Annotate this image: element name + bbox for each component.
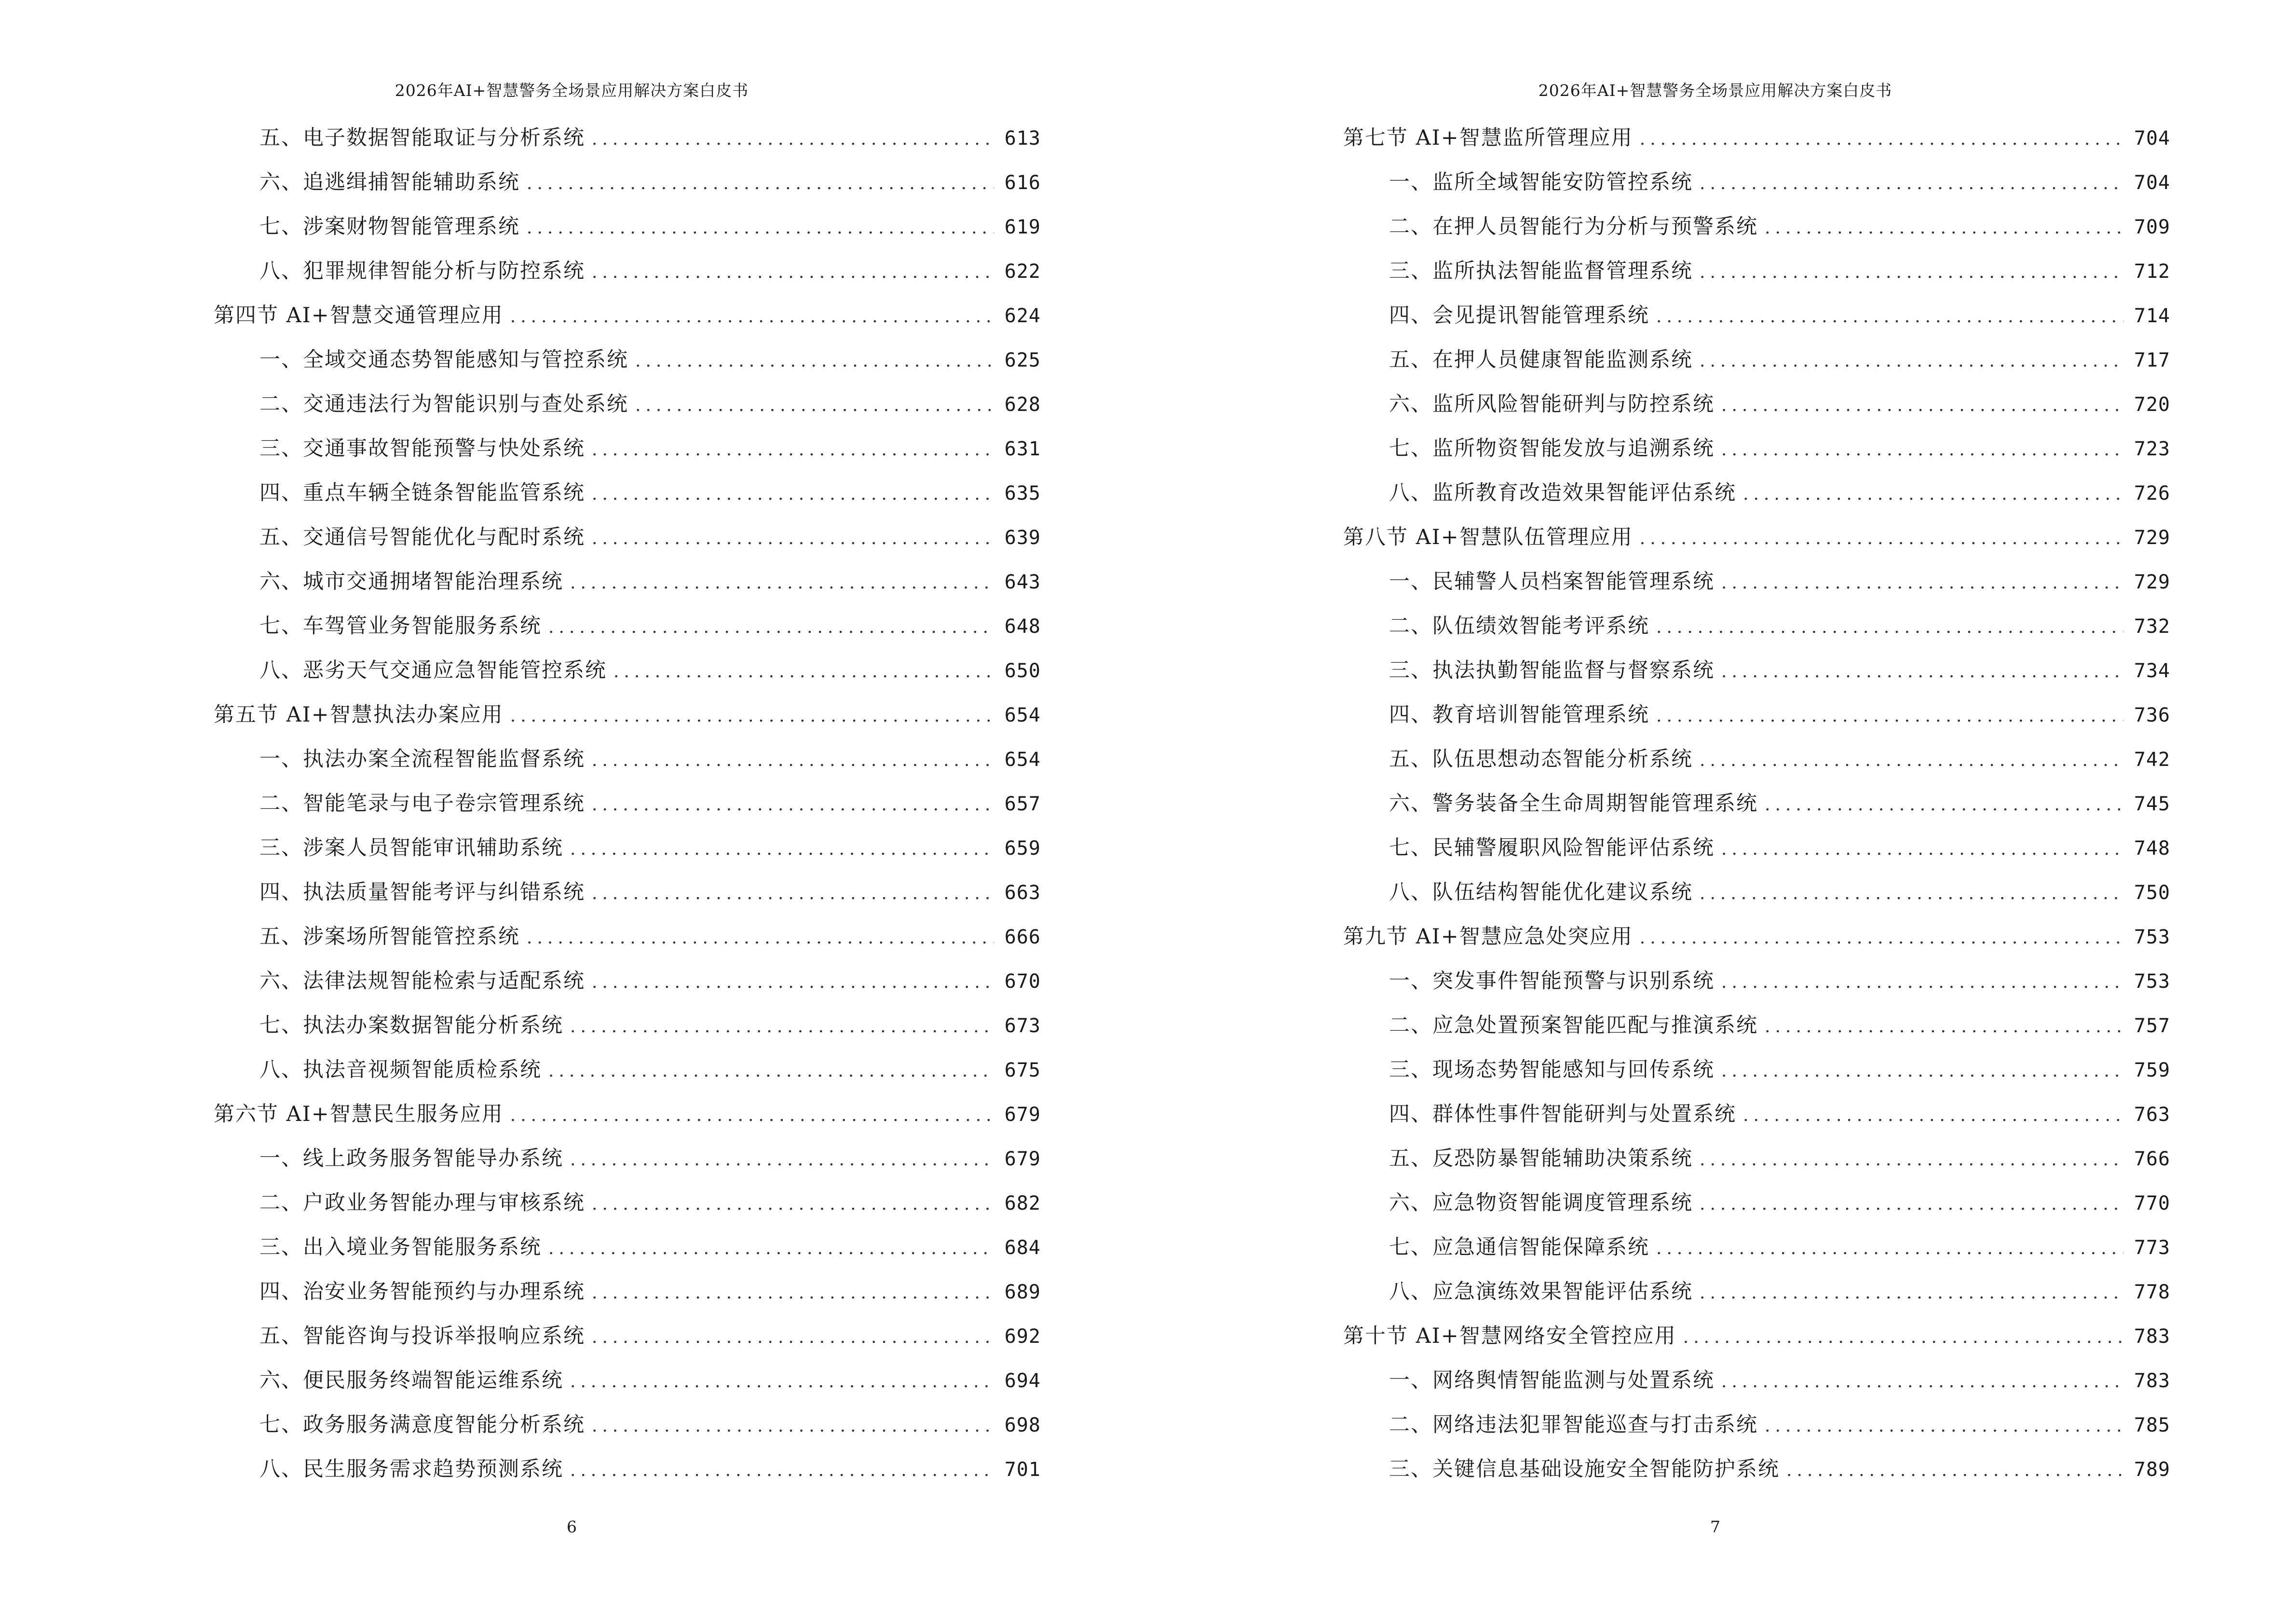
toc-entry-page-number: 643 bbox=[1004, 571, 1041, 593]
toc-dot-leader bbox=[548, 1057, 994, 1086]
toc-entry-page-number: 785 bbox=[2134, 1414, 2170, 1436]
toc-subsection-entry[interactable] bbox=[214, 1274, 1041, 1319]
toc-entry-page-number: 689 bbox=[1004, 1281, 1041, 1303]
toc-dot-leader bbox=[570, 1012, 994, 1041]
toc-entry-title: 八、应急演练效果智能评估系统 bbox=[1389, 1280, 1693, 1304]
toc-entry-title: 第八节 AI+智慧队伍管理应用 bbox=[1343, 525, 1633, 549]
toc-entry-page-number: 631 bbox=[1004, 438, 1041, 460]
toc-entry-page-number: 682 bbox=[1004, 1192, 1041, 1215]
toc-dot-leader bbox=[570, 835, 994, 864]
toc-subsection-entry[interactable] bbox=[214, 1452, 1041, 1496]
toc-entry-page-number: 679 bbox=[1004, 1104, 1041, 1126]
toc-dot-leader bbox=[1656, 1234, 2124, 1263]
toc-entry-title: 三、交通事故智能预警与快处系统 bbox=[259, 437, 585, 461]
toc-entry-title: 三、涉案人员智能审讯辅助系统 bbox=[259, 836, 563, 860]
toc-dot-leader bbox=[1765, 214, 2124, 243]
toc-subsection-entry[interactable] bbox=[214, 387, 1041, 431]
toc-entry-page-number: 622 bbox=[1004, 260, 1041, 283]
toc-dot-leader bbox=[1640, 524, 2124, 553]
toc-section-entry[interactable] bbox=[1343, 520, 2170, 564]
toc-dot-leader bbox=[1656, 702, 2124, 731]
toc-section-entry[interactable] bbox=[1343, 121, 2170, 165]
toc-dot-leader bbox=[1721, 1367, 2124, 1396]
toc-entry-page-number: 732 bbox=[2134, 615, 2170, 638]
toc-entry-title: 四、重点车辆全链条智能监管系统 bbox=[259, 481, 585, 505]
toc-subsection-entry[interactable] bbox=[1343, 254, 2170, 298]
toc-dot-leader bbox=[527, 214, 994, 243]
toc-entry-page-number: 639 bbox=[1004, 527, 1041, 549]
toc-entry-page-number: 704 bbox=[2134, 172, 2170, 194]
toc-subsection-entry[interactable] bbox=[214, 254, 1041, 298]
toc-dot-leader bbox=[592, 968, 994, 997]
toc-subsection-entry[interactable] bbox=[214, 165, 1041, 209]
toc-dot-leader bbox=[1700, 169, 2124, 198]
toc-entry-page-number: 789 bbox=[2134, 1459, 2170, 1481]
toc-entry-page-number: 712 bbox=[2134, 260, 2170, 283]
toc-subsection-entry[interactable] bbox=[214, 1407, 1041, 1452]
toc-entry-title: 八、队伍结构智能优化建议系统 bbox=[1389, 880, 1693, 904]
toc-entry-title: 七、应急通信智能保障系统 bbox=[1389, 1235, 1649, 1259]
toc-dot-leader bbox=[1700, 1279, 2124, 1308]
toc-entry-page-number: 745 bbox=[2134, 793, 2170, 815]
toc-dot-leader bbox=[1656, 613, 2124, 642]
toc-entry-page-number: 778 bbox=[2134, 1281, 2170, 1303]
toc-entry-title: 一、突发事件智能预警与识别系统 bbox=[1389, 969, 1715, 993]
toc-dot-leader bbox=[592, 879, 994, 908]
toc-subsection-entry[interactable] bbox=[214, 742, 1041, 786]
toc-entry-title: 二、智能笔录与电子卷宗管理系统 bbox=[259, 792, 585, 816]
toc-dot-leader bbox=[1700, 1190, 2124, 1219]
toc-list bbox=[214, 121, 1041, 1496]
toc-dot-leader bbox=[1765, 791, 2124, 819]
toc-subsection-entry[interactable] bbox=[1343, 786, 2170, 831]
toc-entry-page-number: 720 bbox=[2134, 394, 2170, 416]
toc-entry-title: 五、在押人员健康智能监测系统 bbox=[1389, 348, 1693, 372]
right-page bbox=[1144, 0, 2287, 1624]
toc-dot-leader bbox=[613, 657, 994, 686]
toc-dot-leader bbox=[592, 1412, 994, 1441]
toc-entry-title: 第十节 AI+智慧网络安全管控应用 bbox=[1343, 1324, 1676, 1348]
toc-entry-page-number: 742 bbox=[2134, 749, 2170, 771]
toc-section-entry[interactable] bbox=[1343, 1319, 2170, 1363]
toc-entry-page-number: 773 bbox=[2134, 1237, 2170, 1259]
toc-dot-leader bbox=[548, 1234, 994, 1263]
toc-subsection-entry[interactable] bbox=[1343, 875, 2170, 919]
toc-entry-title: 四、群体性事件智能研判与处置系统 bbox=[1389, 1102, 1736, 1126]
toc-dot-leader bbox=[635, 391, 994, 420]
toc-subsection-entry[interactable] bbox=[214, 786, 1041, 831]
toc-subsection-entry[interactable] bbox=[214, 121, 1041, 165]
toc-entry-title: 一、监所全域智能安防管控系统 bbox=[1389, 170, 1693, 194]
toc-subsection-entry[interactable] bbox=[214, 564, 1041, 609]
toc-entry-title: 三、监所执法智能监督管理系统 bbox=[1389, 259, 1693, 283]
toc-subsection-entry[interactable] bbox=[214, 209, 1041, 254]
toc-entry-title: 六、监所风险智能研判与防控系统 bbox=[1389, 392, 1715, 416]
toc-entry-title: 二、户政业务智能办理与审核系统 bbox=[259, 1191, 585, 1215]
toc-entry-title: 四、治安业务智能预约与办理系统 bbox=[259, 1280, 585, 1304]
toc-entry-page-number: 753 bbox=[2134, 970, 2170, 993]
toc-dot-leader bbox=[592, 480, 994, 509]
toc-entry-title: 一、线上政务服务智能导办系统 bbox=[259, 1146, 563, 1171]
page-number: 7 bbox=[1710, 1517, 1720, 1536]
toc-subsection-entry[interactable] bbox=[214, 1052, 1041, 1097]
toc-dot-leader bbox=[1700, 879, 2124, 908]
toc-entry-title: 七、执法办案数据智能分析系统 bbox=[259, 1013, 563, 1037]
toc-dot-leader bbox=[592, 1190, 994, 1219]
toc-dot-leader bbox=[592, 1323, 994, 1352]
toc-entry-title: 六、追逃缉捕智能辅助系统 bbox=[259, 170, 520, 194]
toc-entry-page-number: 759 bbox=[2134, 1059, 2170, 1081]
toc-entry-title: 七、监所物资智能发放与追溯系统 bbox=[1389, 437, 1715, 461]
toc-dot-leader bbox=[1765, 1012, 2124, 1041]
toc-dot-leader bbox=[592, 125, 994, 154]
toc-entry-title: 七、民辅警履职风险智能评估系统 bbox=[1389, 836, 1715, 860]
toc-subsection-entry[interactable] bbox=[1343, 697, 2170, 742]
toc-dot-leader bbox=[635, 347, 994, 376]
toc-entry-title: 五、交通信号智能优化与配时系统 bbox=[259, 525, 585, 549]
toc-entry-page-number: 748 bbox=[2134, 837, 2170, 860]
toc-subsection-entry[interactable] bbox=[1343, 964, 2170, 1008]
toc-subsection-entry[interactable] bbox=[1343, 1186, 2170, 1230]
toc-subsection-entry[interactable] bbox=[1343, 1230, 2170, 1274]
toc-entry-title: 六、警务装备全生命周期智能管理系统 bbox=[1389, 792, 1758, 816]
toc-subsection-entry[interactable] bbox=[214, 831, 1041, 875]
toc-subsection-entry[interactable] bbox=[214, 431, 1041, 476]
toc-dot-leader bbox=[1700, 258, 2124, 287]
toc-entry-title: 三、出入境业务智能服务系统 bbox=[259, 1235, 542, 1259]
toc-dot-leader bbox=[1721, 1057, 2124, 1086]
toc-subsection-entry[interactable] bbox=[214, 875, 1041, 919]
toc-entry-page-number: 770 bbox=[2134, 1192, 2170, 1215]
toc-entry-title: 二、在押人员智能行为分析与预警系统 bbox=[1389, 215, 1758, 239]
toc-subsection-entry[interactable] bbox=[1343, 165, 2170, 209]
toc-entry-title: 五、队伍思想动态智能分析系统 bbox=[1389, 747, 1693, 771]
running-header: 2026年AI+智慧警务全场景应用解决方案白皮书 bbox=[395, 81, 749, 100]
toc-entry-page-number: 729 bbox=[2134, 571, 2170, 593]
toc-entry-page-number: 736 bbox=[2134, 704, 2170, 726]
toc-dot-leader bbox=[592, 1279, 994, 1308]
toc-section-entry[interactable] bbox=[1343, 919, 2170, 964]
toc-subsection-entry[interactable] bbox=[214, 342, 1041, 387]
toc-entry-page-number: 679 bbox=[1004, 1148, 1041, 1170]
toc-entry-page-number: 692 bbox=[1004, 1325, 1041, 1348]
toc-dot-leader bbox=[1721, 968, 2124, 997]
toc-entry-page-number: 684 bbox=[1004, 1237, 1041, 1259]
toc-subsection-entry[interactable] bbox=[214, 520, 1041, 564]
toc-entry-page-number: 766 bbox=[2134, 1148, 2170, 1170]
toc-entry-page-number: 619 bbox=[1004, 216, 1041, 238]
toc-entry-title: 六、应急物资智能调度管理系统 bbox=[1389, 1191, 1693, 1215]
toc-section-entry[interactable] bbox=[214, 697, 1041, 742]
toc-subsection-entry[interactable] bbox=[1343, 1407, 2170, 1452]
toc-subsection-entry[interactable] bbox=[214, 964, 1041, 1008]
toc-entry-page-number: 635 bbox=[1004, 482, 1041, 505]
toc-entry-page-number: 666 bbox=[1004, 926, 1041, 948]
toc-section-entry[interactable] bbox=[214, 298, 1041, 342]
toc-subsection-entry[interactable] bbox=[214, 1008, 1041, 1052]
toc-dot-leader bbox=[1700, 347, 2124, 376]
toc-entry-page-number: 670 bbox=[1004, 970, 1041, 993]
toc-entry-page-number: 650 bbox=[1004, 660, 1041, 682]
toc-entry-page-number: 723 bbox=[2134, 438, 2170, 460]
toc-dot-leader bbox=[1743, 1101, 2124, 1130]
toc-dot-leader bbox=[1721, 436, 2124, 464]
toc-entry-page-number: 763 bbox=[2134, 1104, 2170, 1126]
toc-subsection-entry[interactable] bbox=[1343, 1363, 2170, 1407]
toc-subsection-entry[interactable] bbox=[214, 1363, 1041, 1407]
toc-subsection-entry[interactable] bbox=[1343, 342, 2170, 387]
toc-entry-title: 八、监所教育改造效果智能评估系统 bbox=[1389, 481, 1736, 505]
toc-entry-title: 三、现场态势智能感知与回传系统 bbox=[1389, 1058, 1715, 1082]
toc-dot-leader bbox=[592, 436, 994, 464]
toc-entry-title: 一、网络舆情智能监测与处置系统 bbox=[1389, 1368, 1715, 1392]
toc-entry-title: 五、电子数据智能取证与分析系统 bbox=[259, 126, 585, 150]
toc-subsection-entry[interactable] bbox=[1343, 609, 2170, 653]
toc-dot-leader bbox=[510, 302, 994, 331]
toc-entry-page-number: 753 bbox=[2134, 926, 2170, 948]
toc-dot-leader bbox=[548, 613, 994, 642]
toc-dot-leader bbox=[570, 569, 994, 598]
toc-entry-page-number: 734 bbox=[2134, 660, 2170, 682]
toc-subsection-entry[interactable] bbox=[1343, 1008, 2170, 1052]
toc-entry-page-number: 659 bbox=[1004, 837, 1041, 860]
toc-entry-title: 一、全域交通态势智能感知与管控系统 bbox=[259, 348, 628, 372]
toc-dot-leader bbox=[1640, 924, 2124, 953]
toc-subsection-entry[interactable] bbox=[1343, 742, 2170, 786]
toc-entry-page-number: 648 bbox=[1004, 615, 1041, 638]
toc-entry-title: 四、教育培训智能管理系统 bbox=[1389, 703, 1649, 727]
toc-dot-leader bbox=[570, 1367, 994, 1396]
toc-dot-leader bbox=[570, 1456, 994, 1485]
toc-subsection-entry[interactable] bbox=[214, 919, 1041, 964]
toc-entry-page-number: 726 bbox=[2134, 482, 2170, 505]
toc-entry-title: 三、执法执勤智能监督与督察系统 bbox=[1389, 658, 1715, 682]
toc-dot-leader bbox=[592, 791, 994, 819]
toc-entry-title: 六、便民服务终端智能运维系统 bbox=[259, 1368, 563, 1392]
toc-dot-leader bbox=[1700, 1146, 2124, 1174]
toc-entry-page-number: 616 bbox=[1004, 172, 1041, 194]
running-header: 2026年AI+智慧警务全场景应用解决方案白皮书 bbox=[1538, 81, 1892, 100]
toc-entry-page-number: 729 bbox=[2134, 527, 2170, 549]
toc-entry-page-number: 757 bbox=[2134, 1015, 2170, 1037]
toc-entry-title: 第四节 AI+智慧交通管理应用 bbox=[214, 303, 504, 328]
toc-entry-page-number: 654 bbox=[1004, 704, 1041, 726]
toc-entry-page-number: 628 bbox=[1004, 394, 1041, 416]
toc-list bbox=[1343, 121, 2170, 1496]
toc-entry-title: 七、涉案财物智能管理系统 bbox=[259, 215, 520, 239]
toc-entry-title: 一、民辅警人员档案智能管理系统 bbox=[1389, 570, 1715, 594]
toc-entry-title: 四、执法质量智能考评与纠错系统 bbox=[259, 880, 585, 904]
toc-subsection-entry[interactable] bbox=[1343, 387, 2170, 431]
toc-entry-title: 一、执法办案全流程智能监督系统 bbox=[259, 747, 585, 771]
toc-entry-title: 二、应急处置预案智能匹配与推演系统 bbox=[1389, 1013, 1758, 1037]
toc-entry-title: 五、反恐防暴智能辅助决策系统 bbox=[1389, 1146, 1693, 1171]
toc-entry-title: 二、网络违法犯罪智能巡查与打击系统 bbox=[1389, 1413, 1758, 1437]
toc-section-entry[interactable] bbox=[214, 1097, 1041, 1141]
toc-entry-title: 八、犯罪规律智能分析与防控系统 bbox=[259, 259, 585, 283]
toc-dot-leader bbox=[1640, 125, 2124, 154]
toc-entry-title: 八、执法音视频智能质检系统 bbox=[259, 1058, 542, 1082]
toc-entry-page-number: 714 bbox=[2134, 305, 2170, 327]
toc-dot-leader bbox=[1743, 480, 2124, 509]
toc-dot-leader bbox=[510, 1101, 994, 1130]
toc-entry-page-number: 673 bbox=[1004, 1015, 1041, 1037]
toc-entry-page-number: 698 bbox=[1004, 1414, 1041, 1436]
toc-subsection-entry[interactable] bbox=[1343, 831, 2170, 875]
toc-entry-page-number: 783 bbox=[2134, 1370, 2170, 1392]
toc-dot-leader bbox=[1721, 835, 2124, 864]
toc-subsection-entry[interactable] bbox=[1343, 564, 2170, 609]
toc-dot-leader bbox=[592, 258, 994, 287]
toc-entry-page-number: 701 bbox=[1004, 1459, 1041, 1481]
toc-entry-title: 五、智能咨询与投诉举报响应系统 bbox=[259, 1324, 585, 1348]
toc-dot-leader bbox=[1786, 1456, 2124, 1485]
toc-entry-page-number: 675 bbox=[1004, 1059, 1041, 1081]
toc-entry-page-number: 694 bbox=[1004, 1370, 1041, 1392]
toc-entry-page-number: 624 bbox=[1004, 305, 1041, 327]
toc-entry-page-number: 717 bbox=[2134, 349, 2170, 371]
page-number: 6 bbox=[567, 1517, 577, 1536]
toc-dot-leader bbox=[592, 746, 994, 775]
toc-subsection-entry[interactable] bbox=[214, 476, 1041, 520]
toc-entry-title: 第五节 AI+智慧执法办案应用 bbox=[214, 703, 504, 727]
toc-entry-title: 七、车驾管业务智能服务系统 bbox=[259, 614, 542, 638]
toc-dot-leader bbox=[1700, 746, 2124, 775]
toc-entry-title: 六、法律法规智能检索与适配系统 bbox=[259, 969, 585, 993]
toc-subsection-entry[interactable] bbox=[1343, 431, 2170, 476]
toc-entry-title: 四、会见提讯智能管理系统 bbox=[1389, 303, 1649, 328]
toc-subsection-entry[interactable] bbox=[1343, 209, 2170, 254]
toc-entry-title: 八、恶劣天气交通应急智能管控系统 bbox=[259, 658, 607, 682]
toc-dot-leader bbox=[570, 1146, 994, 1174]
toc-dot-leader bbox=[510, 702, 994, 731]
toc-subsection-entry[interactable] bbox=[214, 1230, 1041, 1274]
toc-subsection-entry[interactable] bbox=[1343, 1052, 2170, 1097]
toc-entry-page-number: 613 bbox=[1004, 127, 1041, 150]
toc-subsection-entry[interactable] bbox=[1343, 1274, 2170, 1319]
toc-entry-title: 二、队伍绩效智能考评系统 bbox=[1389, 614, 1649, 638]
toc-dot-leader bbox=[1721, 657, 2124, 686]
toc-entry-title: 第九节 AI+智慧应急处突应用 bbox=[1343, 925, 1633, 949]
toc-entry-page-number: 657 bbox=[1004, 793, 1041, 815]
toc-entry-title: 第七节 AI+智慧监所管理应用 bbox=[1343, 126, 1633, 150]
toc-entry-page-number: 663 bbox=[1004, 882, 1041, 904]
toc-entry-page-number: 654 bbox=[1004, 749, 1041, 771]
toc-entry-title: 二、交通违法行为智能识别与查处系统 bbox=[259, 392, 628, 416]
toc-entry-title: 五、涉案场所智能管控系统 bbox=[259, 925, 520, 949]
toc-entry-page-number: 750 bbox=[2134, 882, 2170, 904]
toc-entry-title: 八、民生服务需求趋势预测系统 bbox=[259, 1457, 563, 1481]
toc-dot-leader bbox=[1656, 302, 2124, 331]
toc-dot-leader bbox=[1721, 391, 2124, 420]
toc-entry-page-number: 783 bbox=[2134, 1325, 2170, 1348]
toc-subsection-entry[interactable] bbox=[214, 1141, 1041, 1186]
toc-entry-title: 第六节 AI+智慧民生服务应用 bbox=[214, 1102, 504, 1126]
toc-entry-title: 六、城市交通拥堵智能治理系统 bbox=[259, 570, 563, 594]
toc-subsection-entry[interactable] bbox=[1343, 476, 2170, 520]
toc-subsection-entry[interactable] bbox=[1343, 1452, 2170, 1496]
toc-subsection-entry[interactable] bbox=[1343, 298, 2170, 342]
toc-subsection-entry[interactable] bbox=[214, 1186, 1041, 1230]
toc-subsection-entry[interactable] bbox=[214, 1319, 1041, 1363]
toc-dot-leader bbox=[1721, 569, 2124, 598]
toc-entry-title: 七、政务服务满意度智能分析系统 bbox=[259, 1413, 585, 1437]
toc-entry-page-number: 704 bbox=[2134, 127, 2170, 150]
toc-entry-page-number: 709 bbox=[2134, 216, 2170, 238]
toc-dot-leader bbox=[1683, 1323, 2124, 1352]
toc-subsection-entry[interactable] bbox=[214, 609, 1041, 653]
toc-dot-leader bbox=[592, 524, 994, 553]
toc-dot-leader bbox=[527, 169, 994, 198]
toc-dot-leader bbox=[527, 924, 994, 953]
toc-entry-page-number: 625 bbox=[1004, 349, 1041, 371]
toc-subsection-entry[interactable] bbox=[1343, 1141, 2170, 1186]
toc-dot-leader bbox=[1765, 1412, 2124, 1441]
toc-subsection-entry[interactable] bbox=[1343, 1097, 2170, 1141]
toc-entry-title: 三、关键信息基础设施安全智能防护系统 bbox=[1389, 1457, 1780, 1481]
toc-subsection-entry[interactable] bbox=[1343, 653, 2170, 697]
toc-subsection-entry[interactable] bbox=[214, 653, 1041, 697]
